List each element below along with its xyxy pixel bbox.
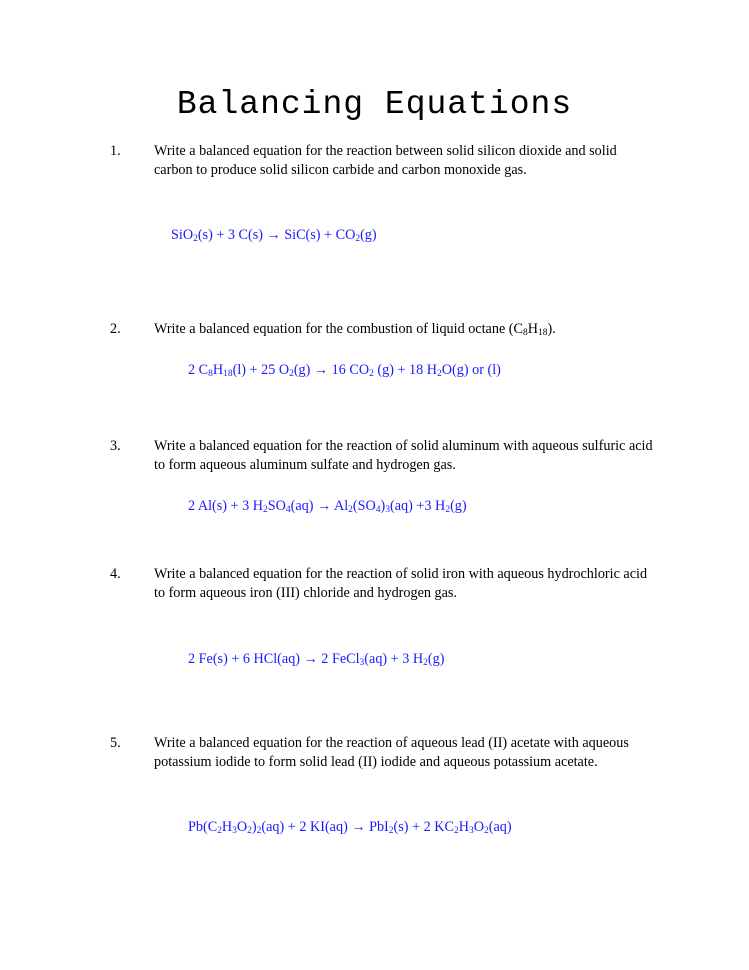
question-number: 5. — [110, 735, 121, 751]
question-text: Write a balanced equation for the combustion of liquid octane $(C_8H_{18})$. — [154, 321, 556, 338]
page-title: Balancing Equations — [176, 86, 573, 123]
question-text: Write a balanced equation for the reaction of aqueous lead (II) acetate with aqueous potassium iodide to form solid lead (II) iodide and aqueous potassium acetate. — [154, 735, 629, 770]
answer-4: 2 Fe(s) + 6 HCl(aq) → 2 FeCl$_3$(aq) + 3 $H_2(g)$ — [188, 651, 445, 668]
answer-2: 2 $C_8H_{18}(l) + 25$ $O_2(g) \to 16$ $CO_2$ (g) + 18 $H_2O(g)$ or (l) — [188, 362, 501, 379]
question-number: 2. — [110, 321, 121, 337]
answer-1: SiO$_2$(s) + 3 $C(s) \to SiC(s) + CO_2(g)$ — [171, 227, 377, 244]
question-text: Write a balanced equation for the reaction between solid silicon dioxide and solid carbon to produce solid silicon carbide and carbon monoxide gas. — [154, 143, 617, 178]
question-4 — [110, 565, 658, 603]
answer-5: $Pb(C_2H_3O_2)_2(aq) + 2$ KI(aq) → PbI$_2$(s) + 2 $KC_2H_3O_2(aq)$ — [188, 819, 512, 836]
question-2 — [110, 320, 658, 339]
question-text: Write a balanced equation for the reaction of solid aluminum with aqueous sulfuric acid to form aqueous aluminum sulfate and hydrogen gas. — [154, 438, 653, 473]
answer-3: 2 Al(s) + 3 $H_2SO_4(aq) \to Al_2(SO_4)_3(aq) +3$ $H_2(g)$ — [188, 498, 467, 515]
question-5 — [110, 734, 658, 772]
question-1 — [110, 142, 658, 180]
question-number: 3. — [110, 438, 121, 454]
question-number: 4. — [110, 566, 121, 582]
question-text: Write a balanced equation for the reaction of solid iron with aqueous hydrochloric acid to form aqueous iron (III) chloride and hydrogen gas. — [154, 566, 648, 601]
question-3 — [110, 437, 658, 475]
question-number: 1. — [110, 143, 121, 159]
